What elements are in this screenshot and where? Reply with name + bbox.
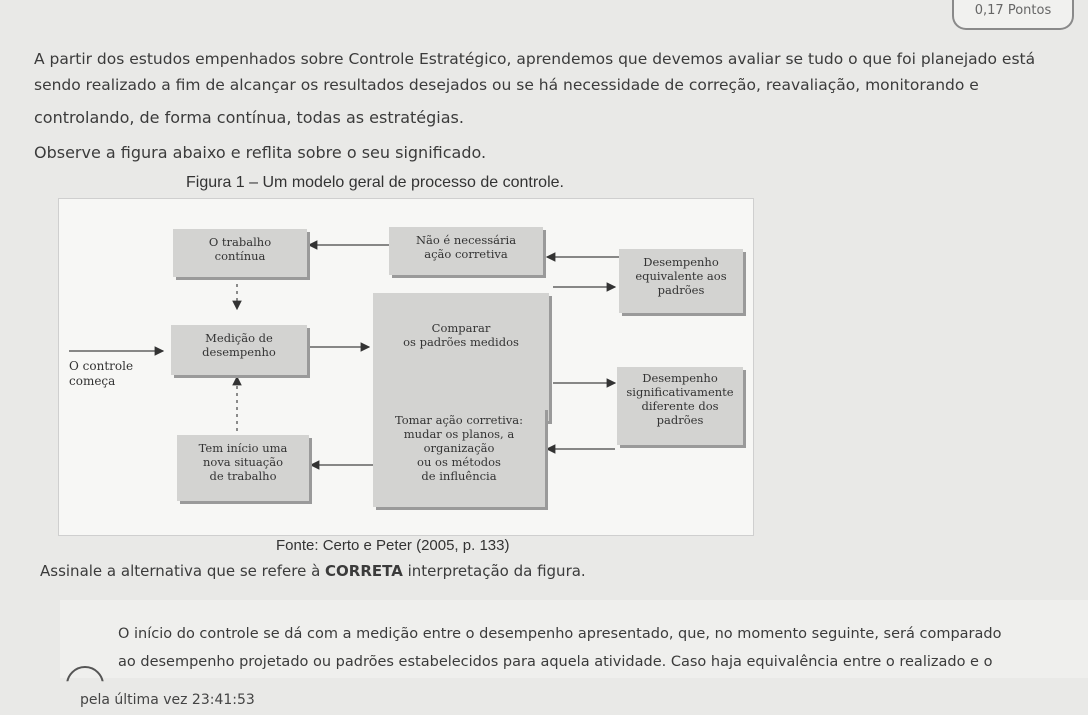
box-comparar-line-1: Comparar (431, 321, 491, 335)
question-emphasis: CORRETA (325, 562, 403, 580)
question-suffix: interpretação da figura. (402, 562, 586, 580)
box-trabalho-line-2: contínua (214, 249, 266, 263)
question-prefix: Assinale a alternativa que se refere à (40, 562, 326, 580)
box-medicao-line-2: desempenho (202, 345, 276, 359)
intro-line-2: sendo realizado a fim de alcançar os resultados desejados ou se há necessidade de correção, reavaliação, monitorando e (34, 76, 979, 94)
last-saved-time: pela última vez 23:41:53 (80, 692, 255, 708)
box-nova-line-2: nova situação (202, 455, 284, 469)
question-prompt (40, 562, 586, 580)
box-comparar (373, 293, 549, 421)
box-medicao (171, 325, 307, 375)
start-label-line-1: O controle (69, 359, 134, 373)
box-acao-line-2: mudar os planos, a (403, 427, 515, 441)
box-equiv-line-2: equivalente aos (635, 269, 727, 283)
box-acao-corretiva (373, 407, 545, 507)
box-acao-line-5: de influência (421, 469, 497, 483)
box-diferente-line-3: diferente dos (641, 399, 719, 413)
box-nao-line-2: ação corretiva (424, 247, 508, 261)
answer-line-2[interactable]: ao desempenho projetado ou padrões estabelecidos para aquela atividade. Caso haja equivalência entre o realizado e o (118, 654, 993, 670)
intro-line-3: controlando, de forma contínua, todas as estratégias. (34, 108, 464, 127)
answer-line-1[interactable]: O início do controle se dá com a medição entre o desempenho apresentado, que, no momento seguinte, será comparado (118, 626, 1002, 642)
box-acao-line-1: Tomar ação corretiva: (394, 413, 524, 427)
intro-line-1: A partir dos estudos empenhados sobre Controle Estratégico, aprendemos que devemos avaliar se tudo o que foi planejado está (34, 50, 1036, 68)
box-nao-necessaria (389, 227, 543, 275)
box-trabalho-continua (173, 229, 307, 277)
box-diferente-line-1: Desempenho (642, 371, 718, 385)
intro-line-4: Observe a figura abaixo e reflita sobre o seu significado. (34, 143, 487, 162)
box-nova-situacao (177, 435, 309, 501)
control-process-figure (58, 198, 754, 536)
points-badge: 0,17 Pontos (952, 0, 1074, 30)
box-trabalho-line-1: O trabalho (208, 235, 272, 249)
box-nova-line-3: de trabalho (209, 469, 277, 483)
figure-source: Fonte: Certo e Peter (2005, p. 133) (276, 537, 510, 554)
box-nao-line-1: Não é necessária (415, 233, 517, 247)
box-acao-line-3: organização (423, 441, 495, 455)
box-desempenho-equivalente (619, 249, 743, 313)
box-diferente-line-2: significativamente (626, 385, 734, 399)
box-equiv-line-1: Desempenho (643, 255, 719, 269)
box-nova-line-1: Tem início uma (198, 441, 288, 455)
box-diferente-line-4: padrões (656, 413, 704, 427)
start-label (69, 359, 133, 389)
start-label-line-2: começa (69, 374, 116, 388)
box-acao-line-4: ou os métodos (417, 455, 501, 469)
box-medicao-line-1: Medição de (205, 331, 273, 345)
box-desempenho-diferente (617, 367, 743, 445)
box-comparar-line-2: os padrões medidos (403, 335, 519, 349)
box-equiv-line-3: padrões (657, 283, 705, 297)
figure-title: Figura 1 – Um modelo geral de processo de controle. (186, 174, 564, 191)
